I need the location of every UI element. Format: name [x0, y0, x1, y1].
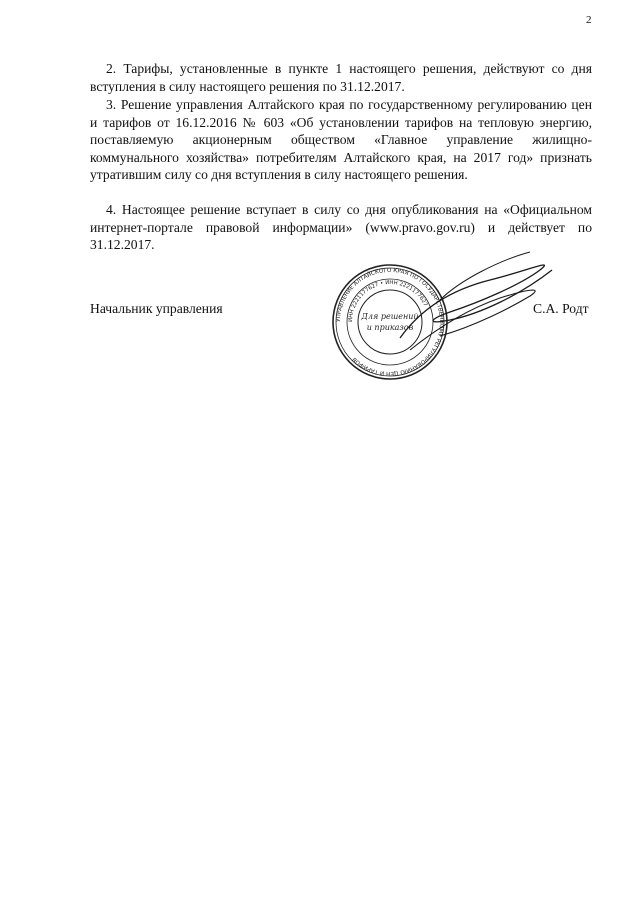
signatory-role: Начальник управления — [90, 301, 223, 316]
stamp-inn-text: ИНН 2221177627 • ИНН 2221177627 — [347, 279, 429, 323]
paragraph-4: 4. Настоящее решение вступает в силу со дня опубликования на «Официальном интернет-портале правовой информации» (www.pravo.gov.ru) и действует по 31.12.2017. — [90, 202, 592, 252]
handwritten-signature — [380, 240, 560, 360]
stamp-outer-text: УПРАВЛЕНИЕ АЛТАЙСКОГО КРАЯ ПО ГОСУДАРСТВЕННОМУ РЕГУЛИРОВАНИЮ ЦЕН И ТАРИФОВ — [335, 267, 445, 377]
signatory-name: С.А. Родт — [533, 301, 589, 316]
page-number: 2 — [586, 14, 592, 26]
paragraph-2: 2. Тарифы, установленные в пункте 1 настоящего решения, действуют со дня вступления в силу настоящего решения по 31.12.2017. — [90, 61, 592, 94]
stamp-center-line-1: Для решений — [361, 312, 419, 321]
paragraph-3: 3. Решение управления Алтайского края по государственному регулированию цен и тарифов от 16.12.2016 № 603 «Об установлении тарифов на тепловую энергию, поставляемую акционерным обществом «Главное управление жилищно-коммунального хозяйства» потребителям Алтайского края, на 2017 год» признать утратившим силу со дня вступления в силу настоящего решения. — [90, 97, 592, 182]
stamp-center-line-2: и приказов — [366, 323, 414, 332]
